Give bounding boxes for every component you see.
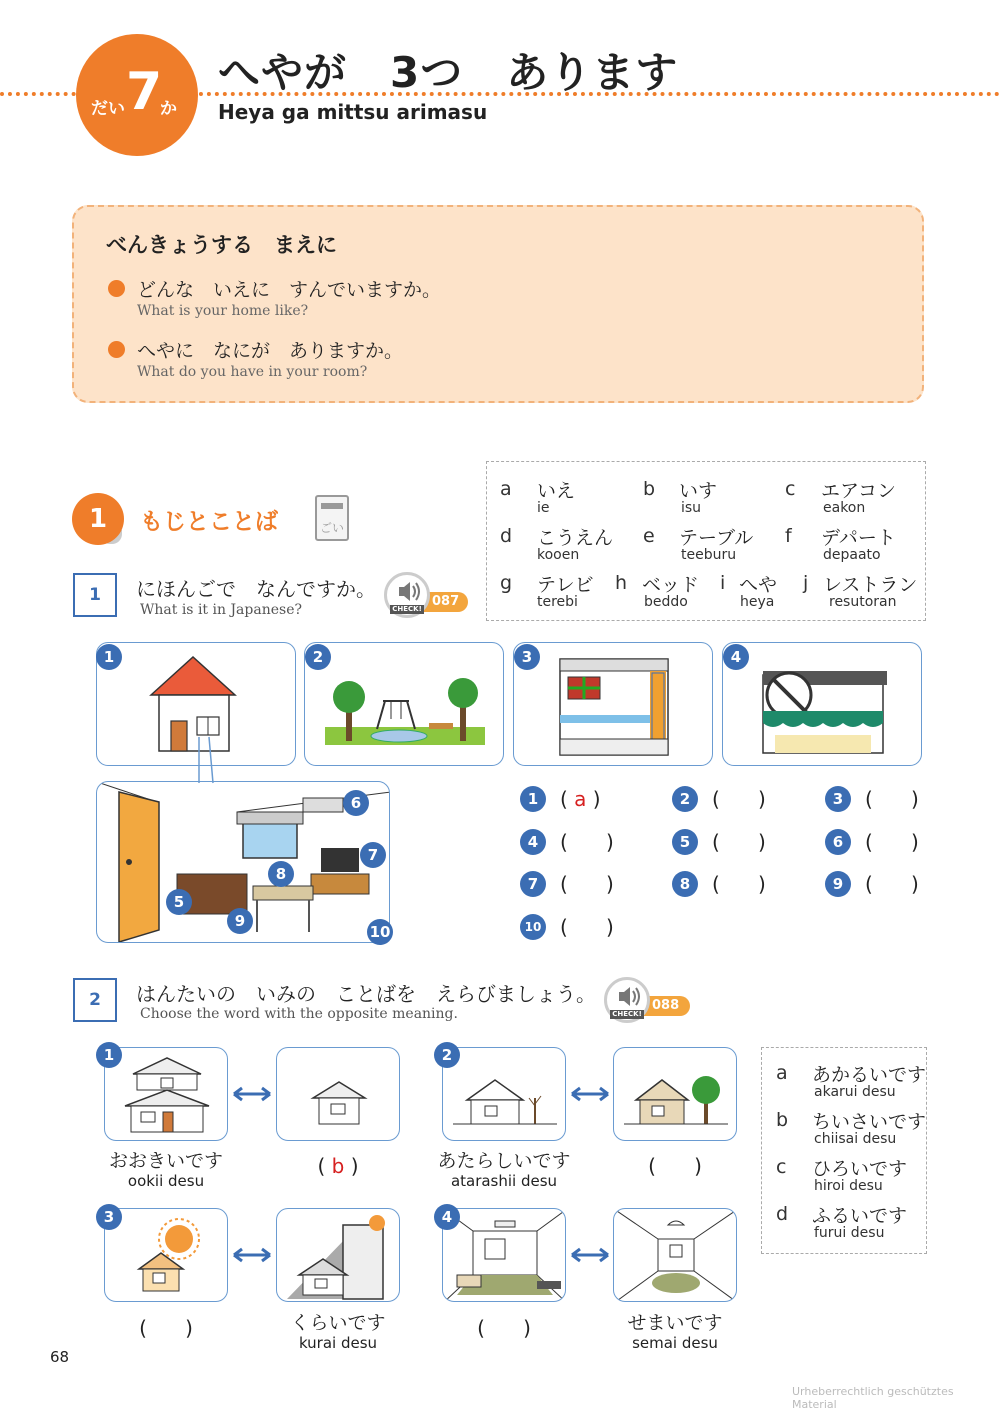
vocab-jp: ベッド	[642, 574, 700, 596]
exercise-instruction-en: What is it in Japanese?	[140, 602, 302, 618]
answer-number-badge: 7	[520, 871, 546, 897]
vocab-letter: j	[803, 572, 809, 594]
vocab-letter: c	[785, 478, 796, 500]
vocabulary-book-label: ごい	[320, 521, 345, 535]
exercise-number: 2	[73, 978, 117, 1022]
picture-new-house	[442, 1047, 566, 1141]
audio-track-number: 087	[414, 592, 468, 612]
option-romaji: hiroi desu	[814, 1178, 883, 1194]
room-item-number-badge: 10	[367, 919, 393, 945]
prep-question-jp: どんな いえに すんでいますか。	[137, 279, 442, 301]
pair-answer-blank[interactable]: ( )	[477, 1316, 531, 1340]
bullet-icon	[108, 341, 125, 358]
pair-right-word-jp: せまいです	[627, 1312, 723, 1334]
exercise-instruction-en: Choose the word with the opposite meaning.	[140, 1006, 458, 1022]
vocab-jp: テレビ	[537, 574, 594, 596]
audio-track-number: 088	[634, 996, 690, 1016]
vocab-romaji: eakon	[823, 500, 866, 516]
answer-blank[interactable]: ( )	[712, 872, 766, 896]
answer-number-badge: 4	[520, 829, 546, 855]
bullet-icon	[108, 280, 125, 297]
vocab-letter: d	[500, 525, 513, 547]
pair-left-word-jp: おおきいです	[108, 1150, 223, 1172]
option-jp: あかるいです	[812, 1064, 927, 1086]
pair-number-badge: 1	[96, 1042, 122, 1068]
answer-blank[interactable]: ( )	[560, 915, 614, 939]
picture-big-house	[104, 1047, 228, 1141]
vocab-jp: こうえん	[537, 527, 614, 549]
picture-spacious-room	[442, 1208, 566, 1302]
lesson-suffix: か	[160, 99, 177, 119]
pair-number-badge: 3	[96, 1204, 122, 1230]
room-item-number-badge: 6	[343, 790, 369, 816]
vocab-jp: テーブル	[679, 527, 754, 549]
vocab-jp: エアコン	[821, 480, 897, 502]
house-to-room-connector	[195, 735, 219, 785]
picture-number-badge: 3	[514, 644, 540, 670]
option-romaji: furui desu	[814, 1225, 885, 1241]
pair-right-word-jp: くらいです	[290, 1312, 386, 1334]
answer-number-badge: 1	[520, 786, 546, 812]
picture-number-badge: 4	[723, 644, 749, 670]
pair-number-badge: 2	[434, 1042, 460, 1068]
answer-blank[interactable]: ( )	[865, 787, 919, 811]
room-item-number-badge: 7	[360, 842, 386, 868]
picture-number-badge: 2	[305, 644, 331, 670]
vocab-letter: h	[615, 572, 628, 594]
vocab-letter: e	[643, 525, 655, 547]
lesson-badge	[76, 34, 198, 156]
answer-blank[interactable]: ( )	[560, 872, 614, 896]
option-romaji: chiisai desu	[814, 1131, 897, 1147]
before-study-title: べんきょうする まえに	[106, 233, 337, 257]
room-item-number-badge: 8	[268, 861, 294, 887]
option-letter: d	[776, 1203, 789, 1225]
picture-small-room	[613, 1208, 737, 1302]
pair-answer-value: b	[331, 1154, 345, 1178]
vocab-letter: f	[785, 525, 792, 547]
option-letter: a	[776, 1062, 788, 1084]
vocab-jp: いす	[679, 480, 718, 502]
pair-right-word-romaji: semai desu	[632, 1334, 718, 1352]
answer-number-badge: 2	[672, 786, 698, 812]
vocab-letter: a	[500, 478, 512, 500]
option-letter: b	[776, 1109, 789, 1131]
copyright-notice: Urheberrechtlich geschütztes Material	[792, 1385, 954, 1411]
vocab-romaji: heya	[740, 594, 775, 610]
check-label: CHECK!	[390, 605, 424, 614]
answer-number-badge: 9	[825, 871, 851, 897]
vocab-romaji: depaato	[823, 547, 881, 563]
opposite-arrow-icon	[232, 1086, 272, 1102]
exercise-instruction-jp: はんたいの いみの ことばを えらびましょう。	[136, 982, 596, 1006]
pair-answer-blank[interactable]: ( b )	[317, 1154, 359, 1178]
vocabulary-list	[486, 461, 926, 621]
pair-number-badge: 4	[434, 1204, 460, 1230]
opposite-arrow-icon	[570, 1247, 610, 1263]
pair-answer-blank[interactable]: ( )	[648, 1154, 702, 1178]
lesson-number: 7	[126, 62, 163, 122]
audio-speaker-icon[interactable]	[384, 572, 430, 618]
vocab-romaji: teeburu	[681, 547, 737, 563]
pair-answer-blank[interactable]: ( )	[139, 1316, 193, 1340]
picture-bright-house	[104, 1208, 228, 1302]
answer-blank[interactable]: ( )	[712, 830, 766, 854]
vocab-jp: いえ	[537, 480, 576, 502]
option-jp: ちいさいです	[812, 1111, 927, 1133]
answer-blank[interactable]: ( )	[560, 830, 614, 854]
answer-blank[interactable]: ( )	[865, 872, 919, 896]
picture-old-house	[613, 1047, 737, 1141]
picture-small-house	[276, 1047, 400, 1141]
picture-dark-house	[276, 1208, 400, 1302]
answer-number-badge: 8	[672, 871, 698, 897]
option-letter: c	[776, 1156, 787, 1178]
answer-number-badge: 6	[825, 829, 851, 855]
lesson-prefix: だい	[91, 99, 125, 119]
vocab-jp: レストラン	[823, 574, 918, 596]
opposite-words-options	[761, 1047, 927, 1254]
exercise-instruction-jp: にほんごで なんですか。	[136, 577, 376, 601]
answer-blank[interactable]: ( )	[865, 830, 919, 854]
vocab-letter: g	[500, 572, 513, 594]
vocab-romaji: isu	[681, 500, 702, 516]
option-romaji: akarui desu	[814, 1084, 896, 1100]
option-jp: ふるいです	[812, 1205, 908, 1227]
page-title: へやが 3つ あります	[218, 48, 679, 97]
picture-department-store	[513, 642, 713, 766]
room-item-number-badge: 9	[227, 908, 253, 934]
vocab-letter: i	[720, 572, 726, 594]
answer-blank[interactable]: ( )	[712, 787, 766, 811]
page-subtitle-romaji: Heya ga mittsu arimasu	[218, 100, 488, 124]
vocab-romaji: kooen	[537, 547, 580, 563]
prep-question-en: What is your home like?	[137, 303, 309, 319]
picture-restaurant	[722, 642, 922, 766]
audio-speaker-icon[interactable]	[604, 977, 650, 1023]
exercise-number: 1	[73, 573, 117, 617]
pair-left-word-romaji: ookii desu	[127, 1172, 205, 1190]
section-title: もじとことば	[140, 509, 278, 535]
vocab-jp: デパート	[821, 527, 896, 549]
vocab-romaji: resutoran	[829, 594, 897, 610]
room-item-number-badge: 5	[166, 889, 192, 915]
vocab-romaji: beddo	[644, 594, 688, 610]
vocab-romaji: ie	[537, 500, 550, 516]
answer-value: a	[574, 787, 587, 811]
pair-left-word-jp: あたらしいです	[437, 1150, 571, 1172]
vocab-romaji: terebi	[537, 594, 578, 610]
opposite-arrow-icon	[570, 1086, 610, 1102]
answer-number-badge: 10	[520, 914, 546, 940]
opposite-arrow-icon	[232, 1247, 272, 1263]
pair-left-word-romaji: atarashii desu	[450, 1172, 558, 1190]
picture-number-badge: 1	[96, 644, 122, 670]
answer-blank[interactable]: ( a )	[560, 787, 601, 811]
check-label: CHECK!	[610, 1010, 644, 1019]
vocabulary-book-icon	[315, 495, 349, 541]
answer-number-badge: 3	[825, 786, 851, 812]
prep-question-en: What do you have in your room?	[137, 364, 368, 380]
vocab-jp: へや	[739, 574, 778, 596]
before-study-box	[72, 205, 924, 403]
vocab-letter: b	[643, 478, 656, 500]
pair-right-word-romaji: kurai desu	[298, 1334, 378, 1352]
answer-number-badge: 5	[672, 829, 698, 855]
picture-park	[304, 642, 504, 766]
prep-question-jp: へやに なにが ありますか。	[137, 340, 404, 362]
section-number-badge: 1	[72, 493, 124, 545]
option-jp: ひろいです	[812, 1158, 908, 1180]
page-number: 68	[50, 1348, 70, 1366]
